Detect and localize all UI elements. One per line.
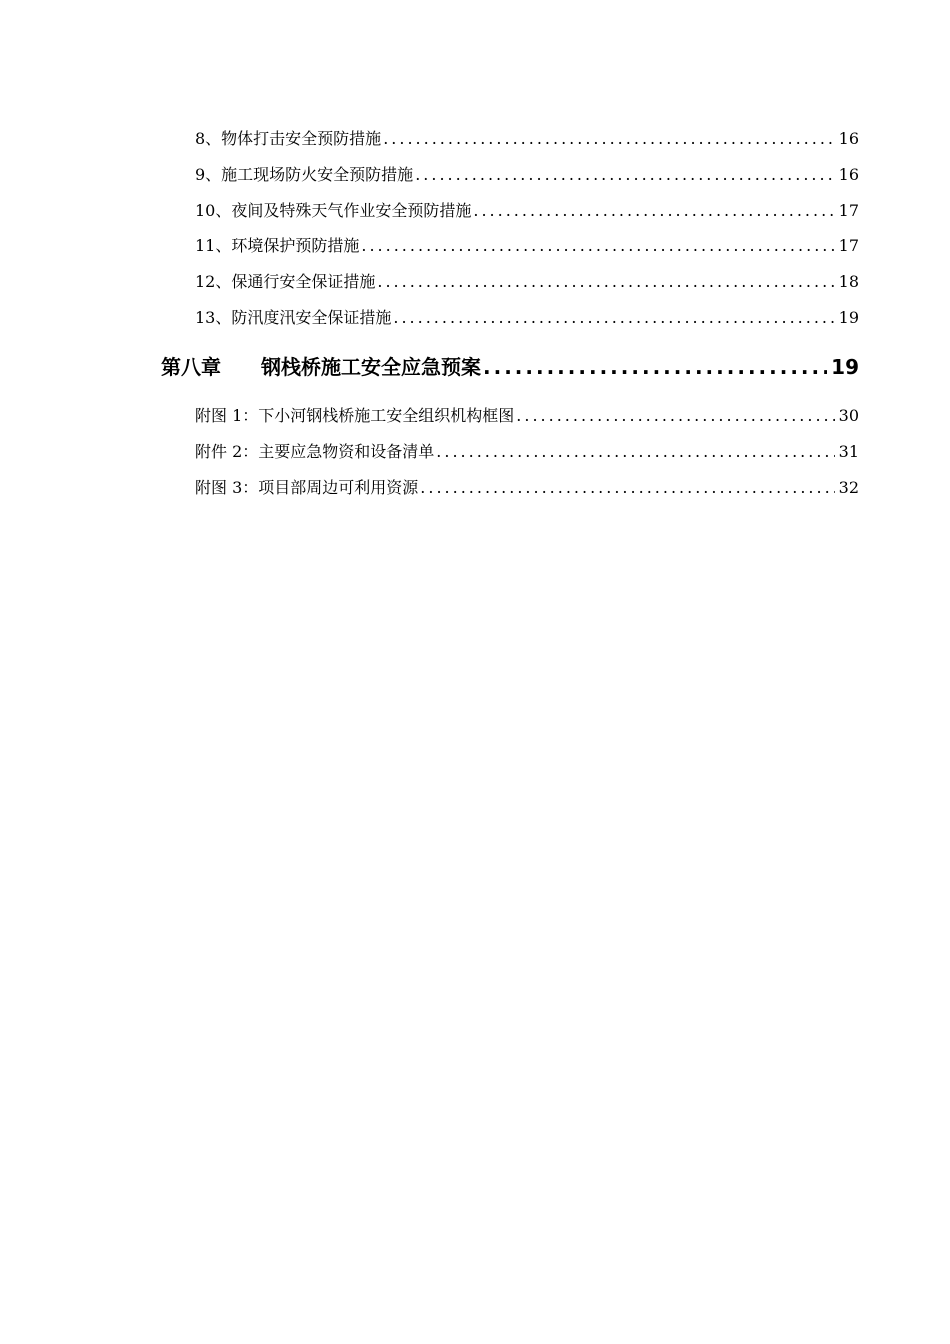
toc-dot-leader	[420, 477, 834, 499]
toc-appendix-entry[interactable]	[195, 441, 859, 463]
toc-dot-leader	[516, 405, 834, 427]
toc-appendix-entry[interactable]	[195, 477, 859, 499]
toc-page-number: 32	[838, 478, 859, 497]
toc-entry-title: 8、物体打击安全预防措施	[195, 129, 382, 148]
toc-chapter-title	[161, 353, 481, 381]
toc-entry-title: 12、保通行安全保证措施	[195, 272, 376, 291]
toc-entry[interactable]	[195, 235, 859, 257]
toc-dot-leader	[361, 235, 834, 257]
toc-page-number: 19	[831, 355, 859, 379]
chapter-name: 钢栈桥施工安全应急预案	[261, 355, 481, 379]
toc-entry[interactable]	[195, 164, 859, 186]
toc-entry-title: 11、环境保护预防措施	[195, 236, 360, 255]
toc-page-number: 18	[838, 272, 859, 291]
toc-page-number: 30	[838, 406, 859, 425]
toc-dot-leader	[473, 200, 834, 222]
toc-page-number: 31	[838, 442, 859, 461]
toc-dot-leader	[436, 441, 834, 463]
toc-appendix-entry[interactable]	[195, 405, 859, 427]
toc-entry-title: 10、夜间及特殊天气作业安全预防措施	[195, 201, 472, 220]
toc-entry[interactable]	[195, 307, 859, 329]
toc-entry-title: 附图 1：下小河钢栈桥施工安全组织机构框图	[195, 406, 515, 425]
toc-page-number: 16	[838, 129, 859, 148]
toc-page-number: 19	[838, 308, 859, 327]
toc-entry[interactable]	[195, 128, 859, 150]
toc-dot-leader	[415, 164, 834, 186]
toc-dot-leader	[377, 271, 834, 293]
toc-entry[interactable]	[195, 200, 859, 222]
toc-entry[interactable]	[195, 271, 859, 293]
toc-entry-title: 13、防汛度汛安全保证措施	[195, 308, 392, 327]
toc-page-number: 16	[838, 165, 859, 184]
toc-entry-title: 附件 2：主要应急物资和设备清单	[195, 442, 435, 461]
toc-chapter-entry[interactable]	[161, 353, 859, 381]
toc-dot-leader	[483, 353, 827, 381]
toc-page-number: 17	[838, 201, 859, 220]
toc-dot-leader	[393, 307, 834, 329]
toc-dot-leader	[383, 128, 834, 150]
toc-entry-title: 附图 3：项目部周边可利用资源	[195, 478, 419, 497]
toc-entry-title: 9、施工现场防火安全预防措施	[195, 165, 414, 184]
toc-page-number: 17	[838, 236, 859, 255]
chapter-number: 第八章	[161, 355, 221, 379]
